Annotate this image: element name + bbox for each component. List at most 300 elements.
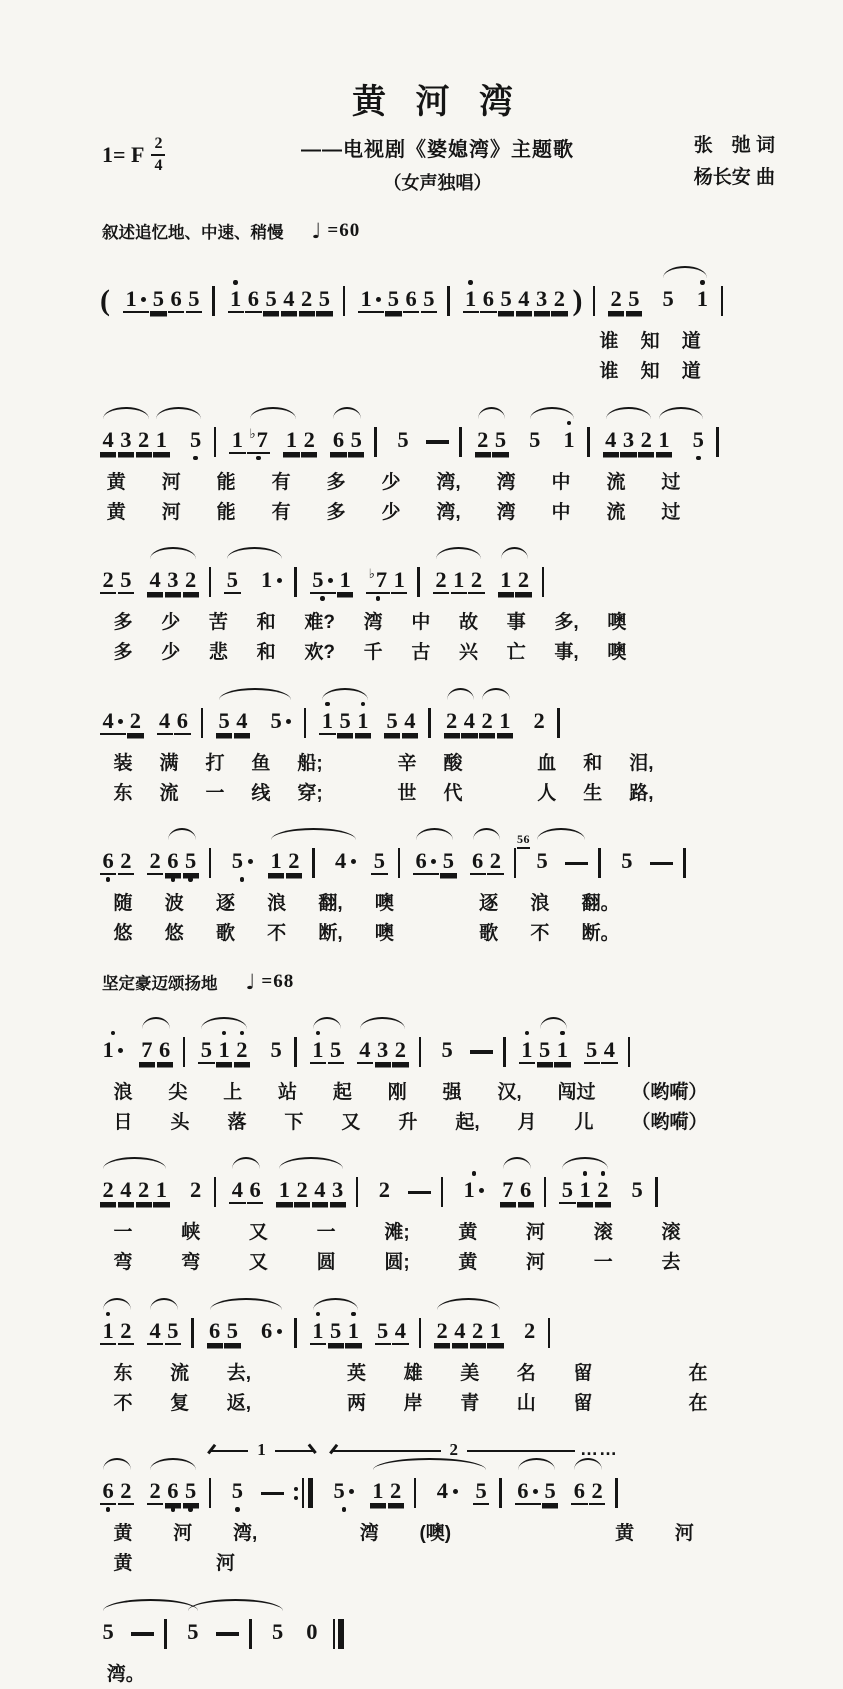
barline [628,1031,631,1073]
note-digit: 3 [377,1036,389,1062]
note-digit: 6 [249,1177,261,1203]
note [281,278,297,324]
note-digit: 2 [102,567,114,593]
barline-stroke [356,1177,359,1207]
lyric-syllable: 儿 [574,1111,594,1133]
note-digit: 5 [397,426,409,452]
note [259,559,285,605]
note-digit: 5 [529,426,541,452]
note [147,1310,163,1356]
lyric-syllable: 和 [583,752,603,774]
octave-dot-low [171,877,176,882]
barline [544,1171,547,1213]
slur-arc [473,828,500,840]
note [421,278,437,324]
lyric-syllable: 滚 [661,1222,681,1244]
note-body [228,286,244,313]
lyric-syllable: 人 [537,782,557,804]
lyric-syllable: 少 [161,612,181,634]
note [186,278,202,324]
lyric-line-1 [114,1221,681,1245]
note-body [153,427,169,454]
note-digit: 4 [149,567,161,593]
slur-arc [156,407,201,419]
lyric-syllable: 过 [661,471,681,493]
note-body [515,567,531,594]
note-body [522,1318,538,1345]
volta-line [275,1450,313,1452]
lyric-line-1 [114,752,654,776]
barline [209,842,212,884]
note-digit: 5 [631,1177,643,1203]
lyric-syllable: 黄 [106,471,126,493]
note-body [229,848,255,875]
voice-type: （女声独唱） [383,173,492,194]
note-body [542,1478,558,1505]
note-digit: 5 [423,286,435,312]
note-digit: 4 [335,848,347,874]
lyric-syllable: 谁 [599,331,619,353]
note-body [186,286,202,313]
lyric-syllable: 去 [661,1252,681,1274]
barline [683,842,686,884]
dash-note [131,1613,154,1655]
note-digit: 1 [453,567,465,593]
lyric-syllable: 多 [326,501,346,523]
note-top-slot [560,1029,565,1037]
note-body [276,1177,292,1204]
note-digit: 6 [167,848,179,874]
note [531,700,547,746]
lyric-spacer [426,892,447,916]
note-digit: 1 [125,286,137,312]
lyric-syllable: 东 [113,782,133,804]
lyric-syllable: 能 [216,471,236,493]
note [620,419,636,465]
music-system [100,546,775,665]
lyric-syllable: 两 [347,1392,367,1414]
meter-lower: 4 [154,157,163,174]
barline-stroke [542,567,545,597]
octave-dot-low [342,1507,347,1512]
barline-stroke [721,286,724,316]
note [461,700,477,746]
note-body [330,427,346,454]
note [376,1169,392,1215]
note-body [385,286,401,313]
note-bottom-slot [106,875,111,886]
note-body [198,1037,214,1064]
note-top-slot [700,278,705,286]
note-digit: 2 [303,426,315,452]
note [402,700,418,746]
note-body [690,427,706,454]
note [165,1470,181,1516]
note-body [247,427,270,454]
lyric-syllable: 事 [506,612,526,634]
lyric-syllable: 湾 [363,612,383,634]
barline-stroke [209,567,212,597]
octave-dot-high [111,1031,116,1036]
slur-arc [103,1599,198,1611]
volta-line [333,1450,441,1452]
note [375,1029,391,1075]
note-digit: 1 [278,1177,290,1203]
note-body [310,1318,326,1345]
note-digit: 3 [167,567,179,593]
augmentation-dot [376,297,381,302]
lyric-syllable: 流 [170,1362,190,1384]
note-digit: 5 [475,1478,487,1504]
note-body [224,1318,240,1345]
note-body [413,848,439,875]
note-top-slot [316,1029,321,1037]
final-barline [333,1613,344,1655]
note-body [229,427,245,454]
note-top-slot [472,1169,477,1177]
note-digit: 4 [454,1317,466,1343]
barline-stroke [503,1037,506,1067]
note-body [283,427,299,454]
octave-dot-high [583,1171,588,1176]
lyric-syllable: 黄 [458,1252,478,1274]
note [150,278,166,324]
note-body [263,286,279,313]
lyric-syllable: 翻, [318,893,343,915]
barline-stroke [214,427,217,457]
note-digit: 2 [640,426,652,452]
note [127,700,143,746]
slur-arc [501,547,528,559]
note [619,840,635,886]
note-digit: 5 [272,1618,284,1644]
repeat-barline [294,1472,314,1514]
note-body [337,708,353,735]
note [286,840,302,886]
note [487,840,503,886]
barline-stroke [212,286,215,316]
note-digit: 5 [231,848,243,874]
notes-row [100,546,775,605]
barline-stroke [164,1619,167,1649]
note-body [147,1478,163,1505]
slur-arc [416,828,453,840]
lyric-syllable: 逐 [479,893,499,915]
thin-bar [302,1478,304,1508]
lyric-syllable: 噢 [374,893,394,915]
note [479,700,495,746]
augmentation-dot [277,1329,282,1334]
lyric-spacer [489,752,510,776]
note-digit: 2 [301,286,313,312]
note [100,840,116,886]
note [403,278,419,324]
slur-arc [210,1298,282,1310]
note [518,1169,534,1215]
slur-arc [103,1458,131,1470]
lyric-syllable: 路, [629,782,654,804]
barline [304,702,307,744]
lyric-syllable: 浪 [530,893,550,915]
note-body [463,286,479,313]
slur-arc [313,1017,341,1029]
lyric-syllable: 流 [606,471,626,493]
note-digit: 5 [187,1618,199,1644]
note-body [294,1177,310,1204]
lyric-syllable: 起 [332,1081,352,1103]
lyric-syllable: 翻。 [581,893,620,915]
note-top-slot [240,1029,245,1037]
note-top-slot [233,278,238,286]
note-digit: 3 [536,286,548,312]
lyric-syllable: 在 [688,1362,708,1384]
note-body [118,1478,134,1505]
note-body [174,708,190,735]
note [207,1310,223,1356]
note-body [608,286,624,313]
note-digit: 5 [387,286,399,312]
note-digit: 1 [312,1317,324,1343]
note-body [100,848,116,875]
note-digit: 7 [256,426,268,452]
lyric-syllable: 世 [397,782,417,804]
lyric-line-2 [600,360,701,384]
lyric-spacer [350,752,371,776]
note [434,1310,450,1356]
note [463,278,479,324]
note-digit: 6 [159,1036,171,1062]
note-body [479,708,495,735]
lyric-syllable: 河 [161,501,181,523]
note-body [301,427,317,454]
lyric-spacer [492,1522,513,1546]
note-digit: 1 [579,1177,591,1203]
barline [447,280,450,322]
note [229,1470,245,1516]
note-body [245,286,261,313]
lyric-line-2 [114,922,620,946]
note-body [444,708,460,735]
header [100,84,775,195]
note-body [310,567,336,594]
note-body [527,427,543,454]
lyric-line-2 [114,1552,236,1576]
note-body [660,286,676,313]
note [234,1029,250,1075]
slur-arc [537,828,585,840]
note-digit: 2 [610,286,622,312]
note [413,840,439,886]
barline-stroke [593,286,596,316]
note [283,419,299,465]
note-body [118,848,134,875]
lyric-syllable: 噢 [374,923,394,945]
lyric-syllable: 黄 [458,1222,478,1244]
lyric-line-1 [107,1663,154,1687]
note [475,419,491,465]
note-body [451,567,467,594]
dash-note [216,1613,239,1655]
barline-stroke [294,567,297,597]
barline-stroke [514,848,517,878]
thick-bar [338,1619,344,1649]
note [444,700,460,746]
note-digit: 5 [386,707,398,733]
note-digit: 5 [333,1478,345,1504]
note [245,278,261,324]
note-body [571,1478,587,1505]
intro-paren-open: ( [100,284,110,318]
note-body [433,567,449,594]
notes-row [100,406,775,465]
note [310,559,336,605]
note [165,559,181,605]
note-digit: 1 [489,1317,501,1343]
lyric-syllable: 波 [164,893,184,915]
note [331,1470,357,1516]
note [268,1029,284,1075]
note-digit: 5 [339,707,351,733]
lyric-syllable: 生 [583,782,603,804]
barline-stroke [557,708,560,738]
note-top-slot [325,700,330,708]
note-body [348,427,364,454]
note-bottom-slot [376,594,381,605]
note-body [629,1177,645,1204]
note-digit: 5 [231,1478,243,1504]
barline-stroke [428,708,431,738]
note-body [229,1177,245,1204]
barline [459,421,462,463]
note-body [656,427,672,454]
lyric-spacer [489,782,510,806]
note [147,1470,163,1516]
lyric-syllable: 亡 [506,642,526,664]
note-body [402,708,418,735]
note-body [473,1478,489,1505]
note-body [185,1619,201,1646]
note-digit: 6 [102,848,114,874]
lyric-syllable: 滚 [593,1222,613,1244]
note-body [234,1037,250,1064]
slur-arc [313,1298,358,1310]
lyric-syllable: 青 [460,1392,480,1414]
note [468,559,484,605]
note-body [391,567,407,594]
note-body [183,567,199,594]
note-digit: 2 [102,1177,114,1203]
barline [164,1613,167,1655]
volta-label: 1 [257,1440,266,1460]
note [100,1169,116,1215]
note-body [168,286,184,313]
note-body [534,286,550,313]
repeat-dot [294,1487,298,1491]
slur-arc [150,1458,196,1470]
barline-stroke [209,1478,212,1508]
note-digit: 2 [481,707,493,733]
note [118,559,134,605]
lyric-line-2 [114,1251,681,1275]
note-digit: 4 [159,707,171,733]
note-digit: 1 [102,1036,114,1062]
augmentation-dot [248,859,253,864]
lyric-syllable: 和 [256,642,276,664]
slur-arc [436,547,481,559]
note-digit: 6 [405,286,417,312]
note-body [626,286,642,313]
lyric-syllable: 湾, [436,501,461,523]
note [185,1611,201,1657]
barline [212,280,215,322]
note-body [376,1177,392,1204]
lyric-syllable: 难? [304,612,335,634]
barline-stroke [419,1037,422,1067]
lyric-syllable: 月 [517,1111,537,1133]
note-body [366,567,389,594]
note-body [157,708,173,735]
lyric-syllable: 装 [113,752,133,774]
note-body [434,1318,450,1345]
lyric-syllable: 道 [681,331,701,353]
lyric-line-1 [107,471,681,495]
lyric-syllable: 少 [381,501,401,523]
note [165,840,181,886]
note-digit: 2 [236,1036,248,1062]
note-body [100,1619,116,1646]
augmentation-dot [479,1188,484,1193]
lyric-syllable: 黄 [113,1523,133,1545]
note-body [531,708,547,735]
slur-arc [333,407,361,419]
intro-paren-close: ) [572,284,583,318]
note [660,278,676,324]
note-digit: 5 [536,848,548,874]
note [229,419,245,465]
note-digit: 0 [306,1618,318,1644]
note-body [312,1177,328,1204]
tempo-bpm: =68 [261,970,295,992]
note [100,1470,116,1516]
barline [593,280,596,322]
lyric-line-2 [114,641,627,665]
note [439,1029,455,1075]
slur-arc [518,1458,555,1470]
note [571,1470,587,1516]
note [268,700,294,746]
octave-dot-low [320,596,325,601]
augmentation-dot [453,1489,458,1494]
note-body [147,1318,163,1345]
note-body [461,1177,487,1204]
lyric-syllable: 河 [215,1553,235,1575]
notes-row [100,1297,775,1356]
augmentation-dot [533,1489,538,1494]
note [310,1310,326,1356]
barline-stroke [294,1037,297,1067]
lyric-syllable: 代 [443,782,463,804]
note-digit: 3 [120,426,132,452]
note-body [468,567,484,594]
note-digit: 2 [149,848,161,874]
note-digit: 6 [170,286,182,312]
lyric-syllable: 河 [674,1523,694,1545]
note [183,559,199,605]
note-body [207,1318,223,1345]
note [355,700,371,746]
note-digit: 5 [226,567,238,593]
note-body [319,708,335,735]
